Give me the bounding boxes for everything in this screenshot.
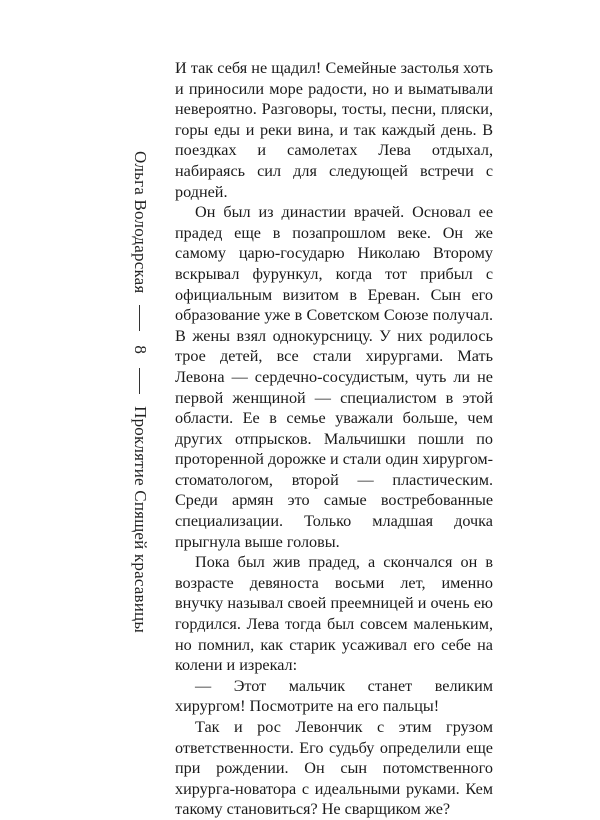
paragraph: Так и рос Левончик с этим грузом ответственности. Его судьбу определили еще при рождении. Он сын потомственного хирурга-новатора с идеальными руками. Кем такому становиться? Не сварщиком же?	[175, 718, 493, 819]
running-header	[130, 112, 150, 672]
paragraph: Пока был жив прадед, а скончался он в возрасте девяноста восьми лет, именно внучку называл своей преемницей и очень ею гордился. Лева тогда был совсем маленьким, но помнил, как старик усаживал его себе на колени и изрекал:	[175, 553, 493, 675]
paragraph-dialogue: — Этот мальчик станет великим хирургом! Посмотрите на его пальцы!	[175, 676, 493, 716]
book-title: Проклятие Спящей красавицы	[131, 406, 150, 633]
body-text	[175, 58, 493, 820]
header-divider	[140, 368, 141, 394]
paragraph: Он был из династии врачей. Основал ее прадед еще в позапрошлом веке. Он же самому царю-государю Николаю Второму вскрывал фурункул, когда тот прибыл с официальным визитом в Ереван. Сын его образование уже в Советском Союзе получал. В жены взял однокурсницу. У них родилось трое детей, все стали хирургами. Мать Левона — сердечно-сосудистым, чуть ли не первой женщиной — специалистом в этой области. Ее в семье уважали больше, чем других отпрысков. Мальчишки пошли по проторенной дорожке и стали один хирургом-стоматологом, второй — пластическим. Среди армян это самые востребованные специализации. Только младшая дочка прыгнула выше головы.	[175, 203, 493, 551]
author-name: Ольга Володарская	[131, 151, 150, 294]
header-divider	[140, 305, 141, 331]
paragraph: И так себя не щадил! Семейные застолья хоть и приносили море радости, но и выматывали невероятно. Разговоры, тосты, песни, пляски, горы еды и реки вина, и так каждый день. В поездках и самолетах Лева отдыхал, набираясь сил для следующей встречи с родней.	[175, 59, 493, 201]
page-number: 8	[131, 345, 150, 355]
